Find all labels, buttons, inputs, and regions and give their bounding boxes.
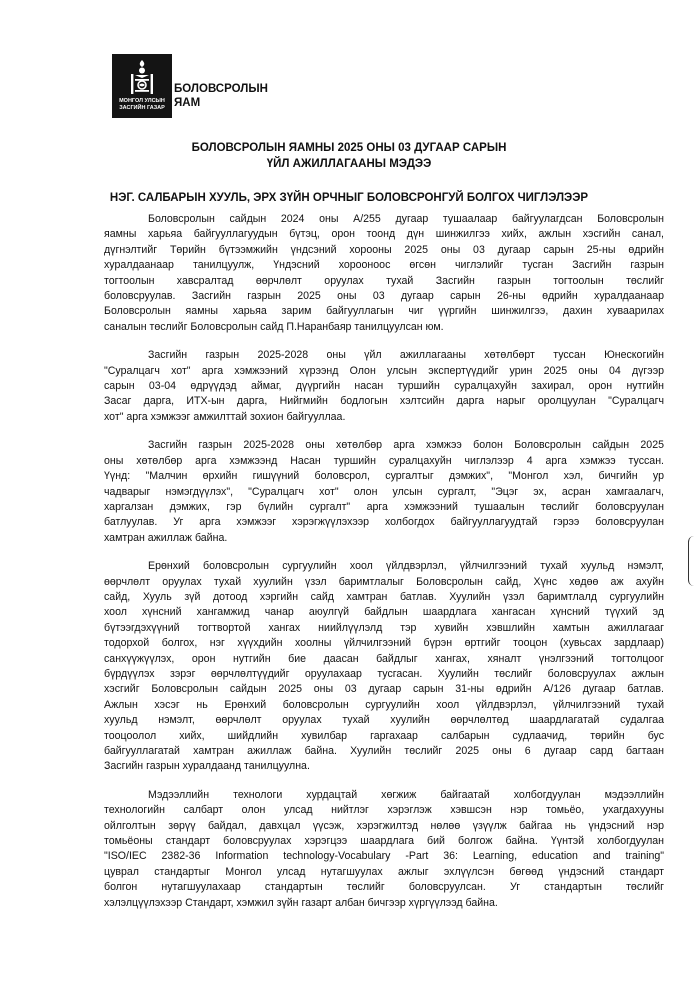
paragraph-line: харгалзан дэмжих, гэр бүлийн сургалт" арга хэмжээний тушаалын төслийг боловсруулан: [104, 500, 664, 513]
paragraph-line: санхүүжүүлэх, орон нутгийн бие даасан байдлыг хангах, хяналт үнэлгээний тогтолцоог: [104, 652, 664, 665]
paragraph-line: хамтран ажиллаж байна.: [104, 531, 228, 544]
paragraph-line: хуульд нэмэлт, өөрчлөлт оруулах тухай хуулийн өөрчлөлтөд шаардлагатай судалгаа: [104, 714, 664, 727]
section-heading: НЭГ. САЛБАРЫН ХУУЛЬ, ЭРХ ЗҮЙН ОРЧНЫГ БОЛОВСРОНГУЙ БОЛГОХ ЧИГЛЭЛЭЭР: [109, 192, 589, 204]
paragraph-line: цуврал стандартыг Монгол улсад нутагшуулах ажлыг эхлүүлсэн бөгөөд үндэсний стандарт: [104, 865, 664, 878]
paragraph-line: боловсруулав. Засгийн газрын 2025 оны 03 дугаар сарын 26-ны өдрийн хуралдаанаар: [104, 290, 664, 303]
paragraph: [104, 438, 664, 546]
paragraph-line: оны хөтөлбөр арга хэмжээнд Насан туршийн суралцахуйн чиглэлээр 4 арга хэмжээ туссан.: [104, 454, 664, 467]
paragraph: [104, 559, 664, 775]
soyombo-emblem-icon: [123, 58, 161, 98]
body-text: [104, 212, 664, 911]
paragraph-line: бүрдүүлэх зэрэг өөрчлөлтүүдийг оруулахаар тусгасан. Хуулийн төслийг боловсруулах ажлын: [104, 667, 664, 680]
paragraph-line: хэлэлцүүлэхээр Стандарт, хэмжил зүйн газарт албан бичгээр хүргүүлээд байна.: [104, 896, 498, 909]
logo-caption-line2: ЗАСГИЙН ГАЗАР: [119, 105, 165, 111]
ministry-name: [174, 82, 268, 110]
paragraph-line: "ISO/IEC 2382-36 Information technology-Vocabulary -Part 36: Learning, education and training": [104, 850, 664, 863]
paragraph-line: Засгийн газрын 2025-2028 оны хөтөлбөр арга хэмжээ болон Боловсролын сайдын 2025: [148, 439, 664, 452]
paragraph-line: Мэдээллийн технологи хурдацтай хөгжиж байгаатай холбогдуулан мэдээллийн: [148, 788, 664, 801]
logo-caption-line1: МОНГОЛ УЛСЫН: [119, 98, 165, 104]
paragraph-line: Үүнд: "Малчин өрхийн гишүүний боловсрол, сургалтыг дэмжих", "Монгол хэл, бичгийн ур: [104, 470, 664, 483]
paragraph-line: технологийн салбарт олон улсад нийтлэг хэрэглэж хэвшсэн нэр томьёо, ухагдахууны: [104, 804, 664, 817]
paragraph-line: Засаг дарга, ИТХ-ын дарга, Нийгмийн бодлогын хэлтсийн дарга нарыг оролцуулан "Суралцагч: [104, 395, 664, 408]
ministry-name-line1: БОЛОВСРОЛЫН: [174, 83, 268, 95]
paragraph-line: байгууллагатай хамтран ажиллаж байна. Хуулийн төслийг 2025 оны 6 дугаар сард багтаан: [104, 745, 664, 757]
paragraph-line: батлуулав. Уг арга хэмжээг хэрэгжүүлэхээр холбогдох байгууллагуудтай гэрээ боловсруулан: [104, 516, 664, 529]
margin-bracket-mark: [688, 536, 695, 586]
paragraph-line: Ерөнхий боловсролын сургуулийн хоол үйлдвэрлэл, үйлчилгээний тухай хуульд нэмэлт,: [148, 560, 664, 573]
paragraph-line: томьёоны стандарт боловсруулах хэрэгцээ шаардлага бий болгож байна. Үүнтэй холбогдуулан: [104, 835, 664, 848]
paragraph-line: тодорхой болгох, нэг хүүхдийн хоолны үйлчилгээний бүрэн өртгийг тооцон (хувьсах зардлаар): [104, 637, 664, 650]
paragraph-line: Ажлын хэсэг нь Ерөнхий боловсролын сургуулийн хоол үйлдвэрлэл, үйлчилгээний тухай: [104, 698, 664, 711]
paragraph-line: хэсгийг Боловсролын сайдын 2025 оны 03 дугаар сарын 31-ны өдрийн А/126 дугаар батлав.: [104, 683, 664, 696]
paragraph-line: ойлголтын зөрүү байдал, давхцал үүсэж, хэрэгжилтэд нөлөө үзүүлж байгаа нь үндэсний нэр: [104, 819, 664, 832]
ministry-name-line2: ЯАМ: [174, 97, 201, 109]
paragraph-line: яамны харьяа байгууллагуудын бүтэц, орон тоонд дүн шинжилгээ хийх, ажлын хэсгийн санал,: [104, 228, 664, 241]
paragraph-line: өөрчлөлт оруулах тухай хуулийн үзэл баримтлалыг Боловсролын сайд, Хүнс хөдөө аж ахуйн: [104, 575, 664, 588]
paragraph-line: чадварыг нэмэгдүүлэх", "Суралцагч хот" олон улсын сургалт, "Эцэг эх, асран хамгаалагч,: [104, 485, 664, 498]
logo-caption: [112, 98, 172, 112]
paragraph-line: саналын төслийг Боловсролын сайд П.Наранбаяр танилцуулсан юм.: [104, 320, 444, 333]
paragraph-line: тооцоолол хийх, шийдлийн хувилбар гаргахаар салбарын судлаачид, төрийн бус: [104, 729, 664, 742]
paragraph: [104, 348, 664, 425]
paragraph-line: дүгнэлтийг Төрийн бүтээмжийн үндсэний хорооны 2025 оны 03 дугаар сарын 25-ны өдрийн: [104, 243, 664, 256]
paragraph-line: хот" арга хэмжээг амжилттай зохион байгууллаа.: [104, 410, 346, 423]
paragraph-line: Боловсролын сайдын 2024 оны А/255 дугаар тушаалаар байгуулагдсан Боловсролын: [148, 213, 664, 225]
paragraph-line: "Суралцагч хот" арга хэмжээний хүрээнд Олон улсын экспертүүдийг урин 2025 оны 04 дүгээр: [104, 364, 664, 377]
paragraph-line: сарын 03-04 өдрүүдэд аймаг, дүүргийн насан туршийн суралцахуйн захирал, орон нутгийн: [104, 380, 664, 393]
paragraph-line: сайд, Хууль зүй дотоод хэргийн сайд хамтран батлав. Хуулийн үзэл баримтлалд сургуулийн: [104, 590, 664, 603]
paragraph-line: Засгийн газрын 2025-2028 оны үйл ажиллагааны хөтөлбөрт туссан Юнескогийн: [148, 349, 664, 362]
paragraph: [104, 212, 664, 335]
paragraph: [104, 788, 664, 911]
paragraph-line: Боловсролын яамны харьяа зарим байгууллагын чиг үүргийн шинжилгээ, дахин хуваарилах: [104, 305, 664, 318]
paragraph-line: бүтээгдэхүүний тогтвортой хангах ниийлүүлэлд тэр хувийн хэвшлийн хамтын ажиллагааг: [104, 621, 664, 634]
government-logo: [112, 54, 172, 118]
document-title-line2: ҮЙЛ АЖИЛЛАГААНЫ МЭДЭЭ: [266, 158, 432, 170]
document-title-line1: БОЛОВСРОЛЫН ЯАМНЫ 2025 ОНЫ 03 ДУГААР САРЫН: [191, 142, 507, 154]
paragraph-line: хуралдаанаар танилцуулж, Үндэсний хорооноос өгсөн чиглэлийг тусган Засгийн газрын: [104, 259, 664, 272]
paragraph-line: болгон нутагшуулахаар стандартын төслийг боловсруулсан. Уг стандартын төслийг: [104, 881, 664, 894]
paragraph-line: Засгийн газрын хуралдаанд танилцуулна.: [104, 760, 310, 773]
paragraph-line: хоол хүнсний хангамжид чанар аюулгүй байдлын шаардлага хангасан хүнсний түүхий эд: [104, 606, 664, 619]
paragraph-line: тогтоолын хавсралтад өөрчлөлт оруулах тухай Засгийн газрын тогтоолын төслийг: [104, 274, 664, 287]
